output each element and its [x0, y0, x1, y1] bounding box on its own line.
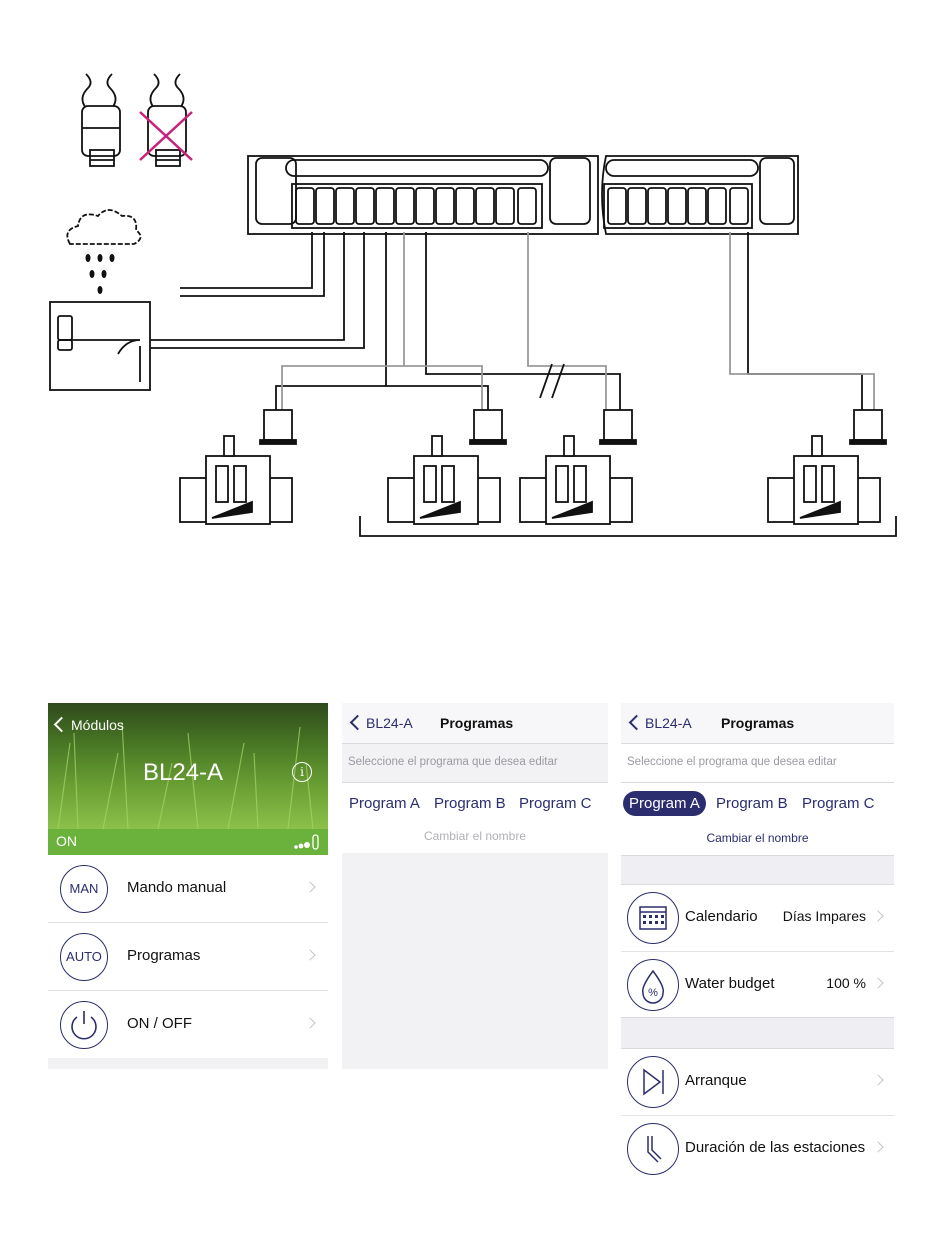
- wiring-diagram: [0, 0, 950, 600]
- setting-calendar[interactable]: [621, 884, 894, 952]
- hero-banner: [48, 703, 328, 829]
- back-button[interactable]: BL24-A: [366, 715, 413, 731]
- status-bar: [48, 829, 328, 855]
- menu-item-label: ON / OFF: [127, 1015, 192, 1032]
- status-text: ON: [56, 833, 77, 849]
- tab-program-c[interactable]: Program C: [519, 795, 592, 812]
- chevron-left-icon[interactable]: [350, 715, 366, 731]
- valves: [180, 410, 886, 524]
- back-button[interactable]: Módulos: [56, 717, 124, 733]
- section-divider: [621, 855, 894, 885]
- module-menu: [48, 855, 328, 1058]
- valve-1: [180, 410, 296, 524]
- power-icon: [60, 1001, 108, 1049]
- calendar-icon: [627, 892, 679, 944]
- menu-item-label: Mando manual: [127, 879, 227, 896]
- info-icon[interactable]: i: [292, 762, 312, 782]
- setting-label: Arranque: [685, 1072, 747, 1089]
- setting-start[interactable]: [621, 1048, 894, 1116]
- hint-text: Seleccione el programa que desea editar: [627, 756, 837, 768]
- programs-screen: [342, 703, 608, 1069]
- chevron-right-icon: [872, 1141, 883, 1152]
- rain-sensor-box: [50, 302, 150, 390]
- hint-bar: [621, 744, 894, 783]
- svg-text:%: %: [648, 987, 658, 999]
- tab-program-b[interactable]: Program B: [434, 795, 506, 812]
- tab-program-c[interactable]: Program C: [802, 795, 875, 812]
- start-icon: [627, 1056, 679, 1108]
- tab-program-a[interactable]: Program A: [349, 795, 420, 812]
- program-tabs: [621, 783, 894, 855]
- valve-2: [388, 410, 506, 524]
- menu-item-programs[interactable]: [48, 923, 328, 991]
- valve-3: [520, 410, 636, 524]
- program-tabs: [342, 783, 608, 853]
- sensor-not-allowed-icon: [140, 74, 192, 166]
- chevron-right-icon: [304, 949, 315, 960]
- chevron-right-icon: [872, 910, 883, 921]
- program-detail-screen: [621, 703, 894, 1254]
- setting-label: Calendario: [685, 908, 758, 925]
- module-screen: [48, 703, 328, 1069]
- device-name: BL24-A: [143, 759, 224, 786]
- tab-program-b[interactable]: Program B: [716, 795, 788, 812]
- hint-text: Seleccione el programa que desea editar: [348, 756, 558, 768]
- page-title: Programas: [721, 715, 795, 731]
- chevron-right-icon: [304, 881, 315, 892]
- chevron-right-icon: [304, 1017, 315, 1028]
- rain-cloud-icon: [67, 210, 140, 294]
- controller-module-extension: [602, 156, 798, 234]
- chevron-left-icon: [54, 717, 70, 733]
- section-divider: [621, 1017, 894, 1049]
- nav-bar: [621, 703, 894, 744]
- valve-4: [768, 410, 886, 524]
- water-budget-icon: [627, 959, 679, 1011]
- setting-water-budget[interactable]: [621, 951, 894, 1019]
- chevron-right-icon: [872, 1074, 883, 1085]
- menu-item-label: Programas: [127, 947, 201, 964]
- setting-station-duration[interactable]: [621, 1115, 894, 1182]
- back-button[interactable]: BL24-A: [645, 715, 692, 731]
- duration-icon: [627, 1123, 679, 1175]
- setting-value: Días Impares: [782, 908, 866, 924]
- hint-bar: [342, 744, 608, 783]
- setting-value: 100 %: [826, 975, 866, 991]
- auto-icon: AUTO: [60, 933, 108, 981]
- tab-program-a[interactable]: Program A: [623, 791, 706, 816]
- signal-icon: [290, 834, 320, 850]
- page-title: Programas: [440, 715, 514, 731]
- menu-item-on-off[interactable]: [48, 991, 328, 1058]
- setting-label: Duración de las estaciones: [685, 1139, 866, 1156]
- setting-label: Water budget: [685, 975, 775, 992]
- manual-icon: MAN: [60, 865, 108, 913]
- rename-button[interactable]: Cambiar el nombre: [423, 829, 527, 843]
- controller-module-main: [248, 156, 598, 234]
- chevron-right-icon: [872, 977, 883, 988]
- sensor-ok-icon: [82, 74, 120, 166]
- menu-item-manual[interactable]: [48, 855, 328, 923]
- rename-button[interactable]: Cambiar el nombre: [706, 831, 809, 845]
- nav-bar: [342, 703, 608, 744]
- chevron-left-icon[interactable]: [629, 715, 645, 731]
